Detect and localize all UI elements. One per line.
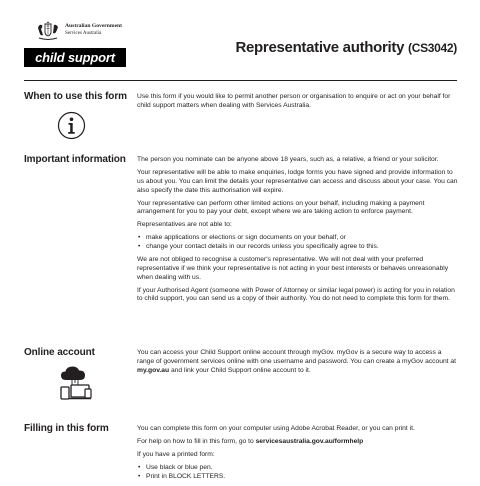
important-paragraph-5: We are not obliged to recognise a customer's representative. We will not deal with your preferred representative if we think your representative is not acting in your best interests or behaves unreasonably when dealing with us.: [137, 256, 449, 281]
filling-form-heading: Filling in this form: [24, 423, 109, 434]
filling-paragraph-3: If you have a printed form:: [137, 450, 215, 458]
important-paragraph-4: Representatives are not able to:: [137, 221, 232, 229]
restrictions-list: [137, 234, 460, 252]
cloud-devices-icon: [58, 365, 94, 401]
info-icon: [57, 111, 86, 140]
important-info-heading: Important information: [24, 154, 126, 165]
program-banner: child support: [24, 48, 126, 67]
printed-form-list: [137, 464, 460, 482]
when-to-use-heading: When to use this form: [24, 91, 127, 102]
online-text-end: and link your Child Support online account to it.: [169, 366, 311, 374]
list-item: • change your contact details in our records unless you specifically agree to this.: [137, 243, 460, 252]
list-item: • Print in BLOCK LETTERS.: [137, 473, 460, 482]
online-account-content: [137, 349, 460, 380]
filling-help-text: For help on how to fill in this form, go to: [137, 437, 256, 445]
online-account-heading: Online account: [24, 347, 95, 358]
page-title: [235, 39, 457, 56]
form-code: (CS3042): [408, 41, 457, 55]
online-account-text: [137, 349, 460, 375]
important-paragraph-1: The person you nominate can be anyone above 18 years, such as, a relative, a friend or your solicitor.: [137, 156, 439, 163]
mygov-link[interactable]: my.gov.au: [137, 366, 170, 374]
form-title: Representative authority: [235, 39, 405, 56]
list-item: • Use black or blue pen.: [137, 464, 460, 473]
when-to-use-content: [137, 93, 460, 115]
agency-name: Services Australia: [65, 31, 102, 36]
important-paragraph-3: Your representative can perform other limited actions on your behalf, including making a payment arrangement for you to pay your debt, except where we are taking action to enforce payment.: [137, 199, 425, 216]
important-paragraph-6: If your Authorised Agent (someone with Power of Attorney or similar legal power) is acting for you in relation to child support, you can send us a copy of their authority. You do not need to complete this form for them.: [137, 286, 455, 303]
list-item: • make applications or elections or sign documents on your behalf, or: [137, 234, 460, 243]
important-paragraph-2: Your representative will be able to make enquiries, lodge forms you have signed and provide information to us about you. You can limit the details your representative can access and discuss about your case. You can also specify the date this authorisation will expire.: [137, 168, 458, 194]
filling-paragraph-2: [137, 438, 460, 447]
important-info-content: [137, 156, 460, 308]
filling-paragraph-1: You can complete this form on your computer using Adobe Acrobat Reader, or you can print it.: [137, 425, 415, 432]
government-name: Australian Government: [65, 23, 123, 29]
coat-of-arms-icon: [36, 20, 60, 42]
when-to-use-text: Use this form if you would like to permit another person or organisation to enquire or act on your behalf for child support matters when dealing with Services Australia.: [137, 93, 451, 109]
header-divider: [24, 80, 457, 81]
filling-form-content: [137, 425, 460, 486]
online-text-start: You can access your Child Support online account through myGov. myGov is a secure way to access a range of government services online with one username and password. You can create a myGov account at: [137, 349, 456, 365]
formhelp-link[interactable]: servicesaustralia.gov.au/formhelp: [255, 437, 364, 445]
